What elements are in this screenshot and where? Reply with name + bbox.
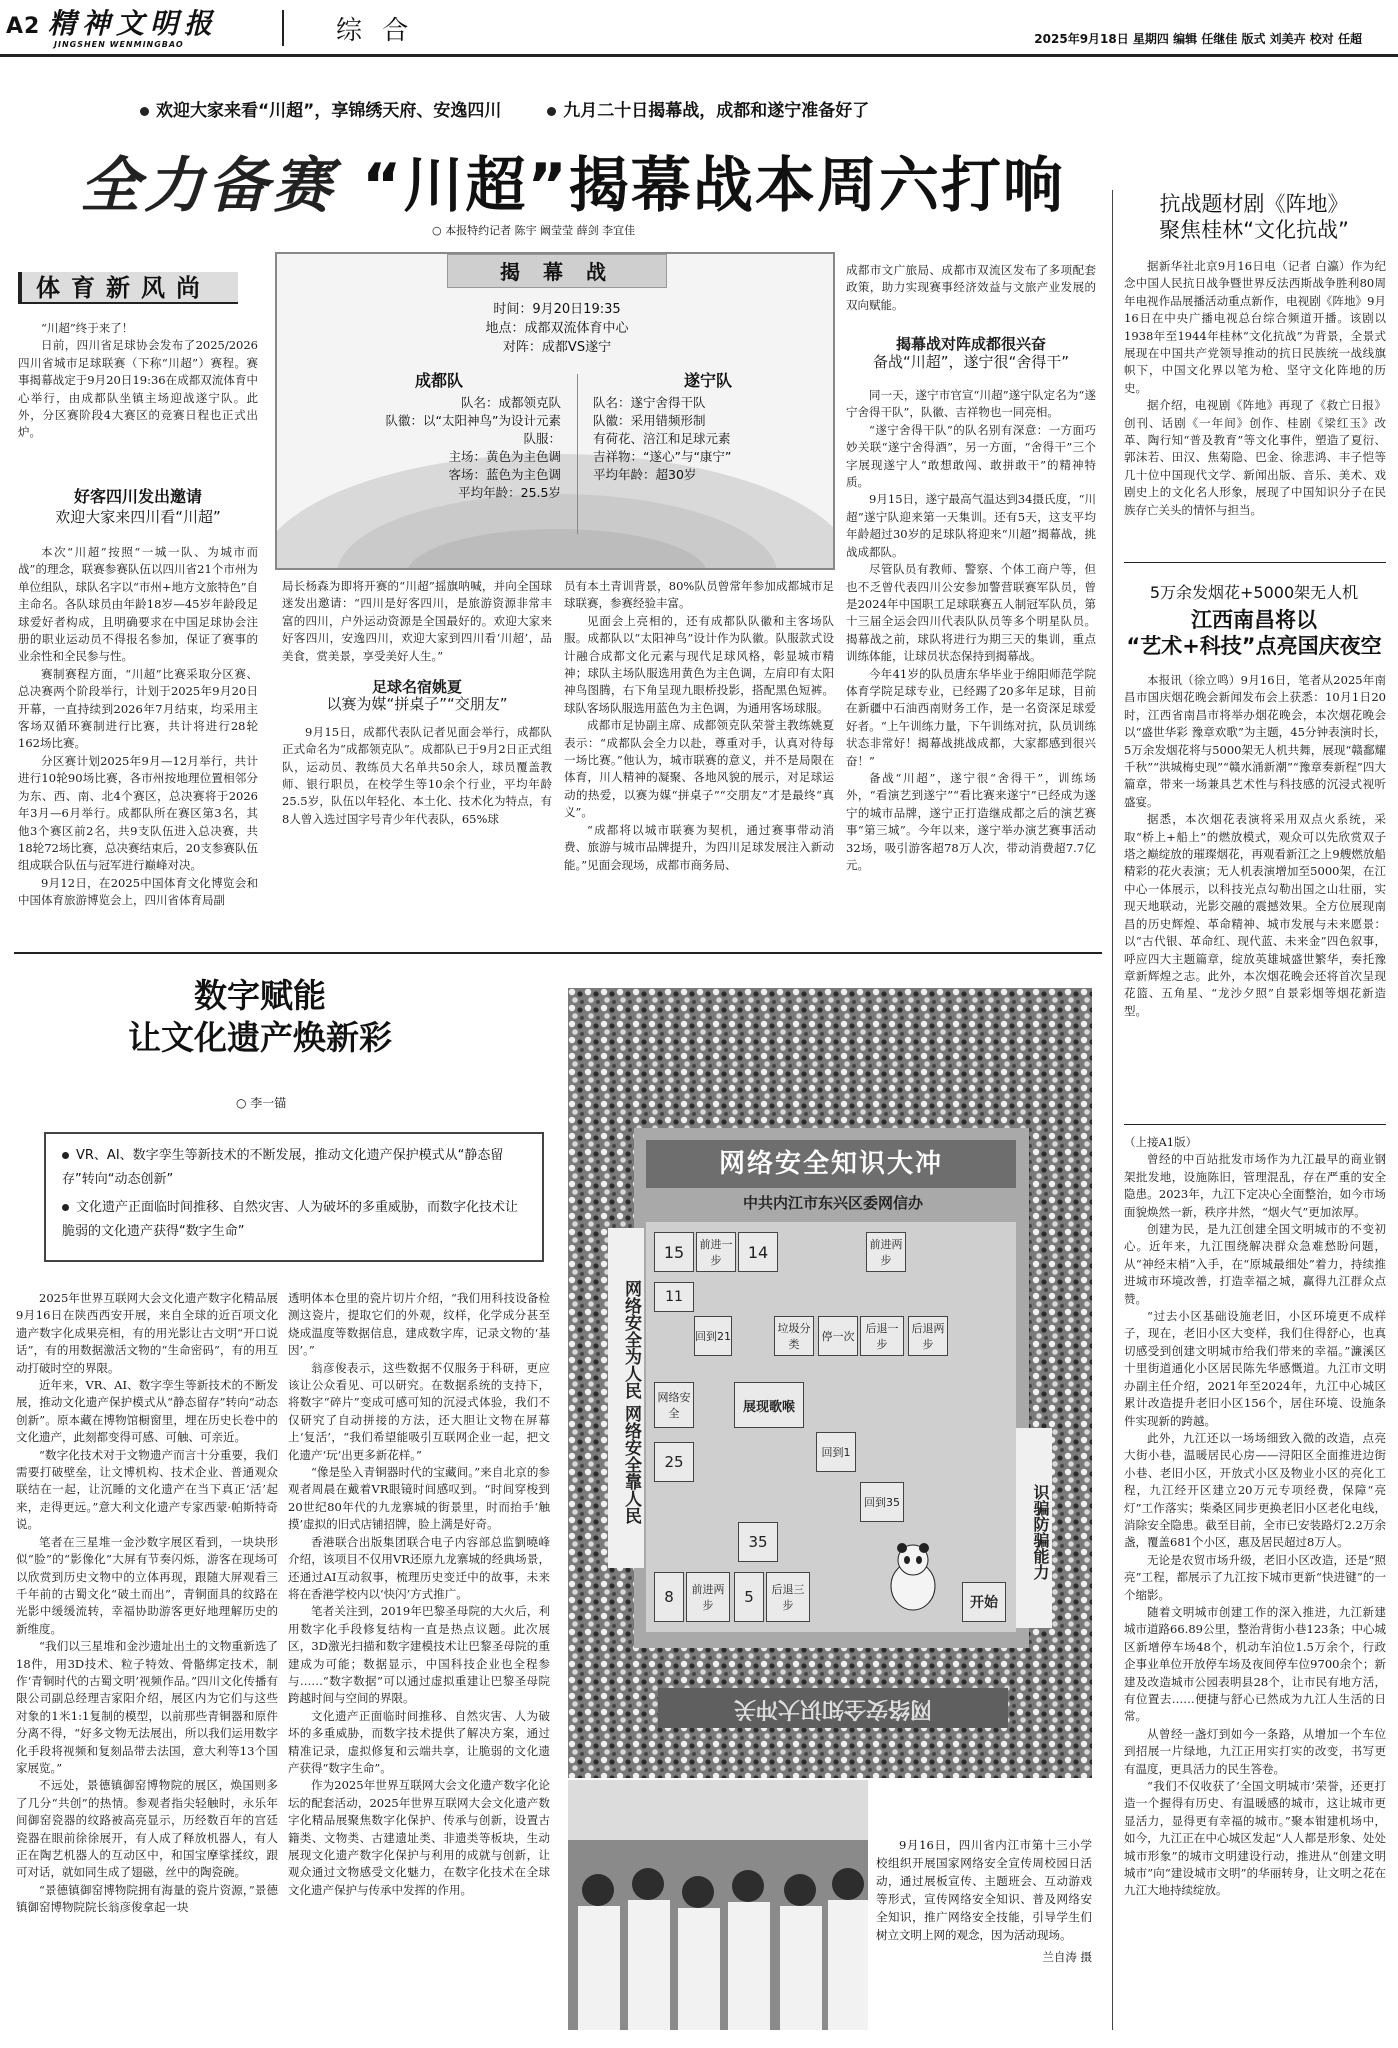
- photo-credit: 兰自涛 摄: [1042, 1950, 1092, 1964]
- lede-paragraph: 赛制赛程方面，“川超”比赛采取分区赛、总决赛两个阶段举行，计划于2025年9月20日开幕，一直持续到2026年7月结束，均采用主客场双循环赛制进行比赛，共计将进行28轮162场比赛。: [18, 666, 258, 751]
- match-venue: 地点：成都双流体育中心: [485, 321, 629, 336]
- byline: ○ 本报特约记者 陈宇 阚莹莹 薛剑 李宜佳: [432, 224, 636, 237]
- continued-tag: （上接A1版）: [1124, 1135, 1198, 1149]
- board-cell: 回到1: [816, 1432, 856, 1472]
- photo-right-banner: 识骗防骗能力: [1016, 1428, 1052, 1628]
- board-cell: 前进两步: [866, 1232, 906, 1272]
- body-paragraph: 本报讯（徐立鸣）9月16日，笔者从2025年南昌市国庆烟花晚会新闻发布会上获悉：10月1日20时，江西省南昌市将举办烟花晚会，本次烟花晚会以“盛世华彩 豫章欢歌”为主题，45分钟表演时长，5万余发烟花将与5000架无人机共舞，展现“赣鄱耀千秋”“洪城梅史现”“赣水涌新潮”“豫章奏新程”四大篇章，带来一场兼具艺术性与科技感的沉浸式视听盛宴。: [1124, 673, 1386, 809]
- photo-banner-2: 中共内江市东兴区委网信办: [742, 1194, 923, 1212]
- board-cell: 5: [734, 1572, 764, 1622]
- sidebar2-head: 江西南昌将以: [1191, 608, 1317, 632]
- lede-paragraph: 分区赛计划2025年9月—12月举行，共计进行10轮90场比赛，各市州按地理位置相邻分为东、西、南、北4个赛区，总决赛将于2026年3月—6月举行。成都队所在赛区第3名，其他3个赛区前2名，共9支队伍进入总决赛，共18轮72场比赛，总决赛结束后，20支参赛队伍组成联合队伍与冠军进行巅峰对决。: [18, 753, 258, 873]
- body-paragraph: 作为2025年世界互联网大会文化遗产数字化论坛的配套活动，2025年世界互联网大会文化遗产数字化精品展聚焦数字化保护、传承与创新，设置古籍类、文物类、古建遗址类、非遗类等板块，生动展现文化遗产数字化保护与利用的成就与创新，让观众通过文物感受文化魅力，在数字化技术在全球文化遗产保护与传承中发挥的作用。: [288, 1778, 550, 1897]
- board-cell: 前进两步: [686, 1572, 730, 1622]
- body-paragraph: 文化遗产正面临时间推移、自然灾害、人为破坏的多重威胁，而数字技术提供了解决方案，通过精准记录，虚拟修复和云端共享，让脆弱的文化遗产获得“数字生命”。: [288, 1708, 550, 1775]
- lede-paragraph: 日前，四川省足球协会发布了2025/2026四川省城市足球联赛（下称“川超”）赛程。赛事揭幕战定于9月20日19:36在成都双流体育中心举行，由成都队坐镇主场迎战遂宁队。此外，分区赛阶段4大赛区的竞赛日程也正式出炉。: [18, 338, 258, 440]
- page-number: A2: [6, 14, 41, 39]
- team-line: 主场：黄色为主色调: [448, 449, 561, 464]
- body-paragraph: 员有本土青训背景，80%队员曾常年参加成都城市足球联赛，参赛经验丰富。: [564, 579, 834, 611]
- body-paragraph: 近年来，VR、AI、数字孪生等新技术的不断发展，推动文化遗产保护模式从“静态留存”转向“动态创新”。原本藏在博物馆橱窗里，埋在历史长卷中的文化遗产，此刻都变得可感、可触、可亲近。: [16, 1378, 278, 1445]
- match-info: [277, 300, 835, 357]
- jiujiang-article: [1124, 1134, 1386, 2034]
- photo-banner: 网络安全知识大冲: [646, 1140, 1016, 1188]
- body-paragraph: 据新华社北京9月16日电（记者 白瀛）作为纪念中国人民抗日战争暨世界反法西斯战争胜利80周年电视作品展播活动重点新作，电视剧《阵地》9月16日在中央广播电视总台综合频道开播。该剧以1938年至1944年桂林“文化抗战”为背景，全景式展现在中国共产党领导推动的抗日民族统一战线旗帜下，中国文化界以笔为枪、坚守文化阵地的历史。: [1124, 259, 1386, 395]
- board-cell: 前进一步: [696, 1232, 736, 1272]
- issue-info: 2025年9月18日 星期四 编辑 任继佳 版式 刘美卉 校对 任超: [1034, 32, 1362, 46]
- lede-paragraph: “川超”终于来了！: [41, 321, 134, 335]
- team-line: 吉祥物：“遂心”与“康宁”: [593, 449, 732, 464]
- match-time: 时间：9月20日19:35: [493, 302, 621, 317]
- body-paragraph: “像是坠入青铜器时代的宝藏间。”来自北京的参观者周晨在戴着VR眼镜时间感叹到。“时间穿梭到20世纪80年代的九龙寨城的街景里，时而抬手‘触摸’虚拟的旧式店铺招牌，脸上满是好奇。: [288, 1465, 550, 1532]
- body-paragraph: “数字化技术对于文物遗产而言十分重要，我们需要打破壁垒，让文博机构、技术企业、普通观众联结在一起，让沉睡的文化遗产在当下真正‘活’起来，走得更远。”意大利文化遗产专家西蒙·帕斯特奇说。: [16, 1447, 278, 1532]
- board-cell: 后退三步: [766, 1572, 810, 1622]
- sidebar-rule: [1124, 1124, 1386, 1125]
- logo: [48, 6, 268, 49]
- body-paragraph: 笔者关注到，2019年巴黎圣母院的大火后，利用数字化手段修复结构一直是热点议题。此次展区，3D激光扫描和数字建模技术让巴黎圣母院的重建成为可能；数据显示，中国科技企业也全程参与……“数字数据”可以通过虚拟重建让巴黎圣母院跨越时间与空间的界限。: [288, 1604, 550, 1706]
- column-head-text: 体育新风尚: [36, 273, 211, 302]
- board-cell: 后退两步: [908, 1316, 948, 1356]
- board-cell: 停一次: [818, 1316, 858, 1356]
- banner-bullets: [140, 96, 869, 121]
- subhead-2: 足球名宿姚夏: [371, 678, 462, 697]
- body-paragraph: 今年41岁的队员唐东华毕业于绵阳师范学院体育学院足球专业，已经踢了20多年足球，目前在新疆中石油西南财务工作，是一名资深足球爱好者。“上午训练力量，下午训练对抗，队员训练状态非常好！揭幕战挑战成都，大家都感到很兴奋！”: [846, 666, 1096, 768]
- body-paragraph: “遂宁舍得干队”的队名别有深意：一方面巧妙关联“遂宁舍得酒”，另一方面，“舍得干”三个字展现遂宁人“敢想敢闯、敢拼敢干”的精神特质。: [846, 422, 1096, 490]
- photo-left-banner: 网络安全为人民 网络安全靠人民: [608, 1228, 644, 1568]
- panda-figure-icon: [886, 1542, 940, 1612]
- mid-column-1: [282, 578, 552, 942]
- team-line: 队名：成都领克队: [460, 395, 561, 410]
- sidebar2-body: [1124, 672, 1386, 1112]
- feature-col-1: [16, 1290, 278, 2030]
- students-texture: [568, 1780, 868, 2030]
- banner-calligraphy: 全力备赛: [80, 151, 336, 221]
- team-line: 队徽：以“太阳神鸟”为设计元素: [385, 413, 561, 428]
- board-cell: 15: [654, 1232, 694, 1272]
- bullet-dot: [547, 107, 556, 116]
- inset-photo: [568, 1780, 868, 2030]
- body-paragraph: 备战“川超”，遂宁很“舍得干”，训练场外，“看演艺到遂宁”“看比赛来遂宁”已经成为遂宁的城市品牌，遂宁正打造继成都之后的演艺赛事“第三城”。今年以来，遂宁举办演艺赛事活动32场，吸引游客超78万人次，带动消费超7.7亿元。: [846, 770, 1096, 872]
- body-paragraph: 香港联合出版集团联合电子内容部总监劉曉峰介绍，该项目不仅用VR还原九龙寨城的经典场景，还通过AI互动叙事，梳理历史变迁中的故事，未来将在香港学校内以‘快闪’方式推广。: [288, 1534, 550, 1601]
- summary-item-2: [62, 1196, 526, 1244]
- summary-text: VR、AI、数字孪生等新技术的不断发展，推动文化遗产保护模式从“静态留存”转向“动态创新”: [62, 1148, 504, 1187]
- sidebar1-head-2: 聚焦桂林“文化抗战”: [1159, 218, 1349, 242]
- team-line: 队名：遂宁舍得干队: [593, 395, 706, 410]
- photo-bottom-banner: 网络安全知识大冲关: [658, 1688, 1008, 1728]
- body-paragraph: “过去小区基础设施老旧，小区环境更不成样子，现在，老旧小区大变样，我们住得舒心，也真切感受到创建文明城市给我们带来的幸福。”濂溪区十里街道通化小区居民陈先华感慨道。九江市文明办副主任介绍，2021年至2024年，九江中心城区累计改造提升老旧小区156个，居住环境、设施条件实现新的跨越。: [1124, 1309, 1386, 1428]
- body-paragraph: 9月15日，成都代表队记者见面会举行，成都队正式命名为“成都领克队”。成都队已于9月2日正式组队，运动员、教练员大名单共50余人，球员覆盖教师、银行职员，在校学生等10余个行业，平均年龄25.5岁，队伍以年轻化、本土化、技术化为特点，有8人曾入选过国字号青少年代表队，65%球: [282, 724, 552, 826]
- board-cell: 35: [738, 1522, 778, 1562]
- feature-col-2: [288, 1290, 550, 2030]
- body-paragraph: 见面会上亮相的，还有成都队队徽和主客场队服。成都队以“太阳神鸟”设计作为队徽。队服款式设计融合成都文化元素与现代足球风格，彰显城市精神；球队主场队服选用黄色为主色调，左肩印有太阳神鸟图腾，右下角呈现九眼桥投影，搭配黑色短裤。球队客场队服选用蓝色为主色调，为通用客场球服。: [564, 613, 834, 715]
- banner-bullet-2: 九月二十日揭幕战，成都和遂宁准备好了: [563, 101, 870, 121]
- match-card-title: 揭 幕 战: [500, 260, 614, 284]
- board-cell: 8: [654, 1572, 684, 1622]
- body-paragraph: 此外，九江还以一场场细致入微的改造，点亮大街小巷，温暖居民心房——浔阳区全面推进边街小巷、老旧小区，开放式小区及物业小区的亮化工程，九江经开区建立20万元专项经费，保障“亮灯”工作落实；柴桑区同步更换老旧小区老化电线，消除安全隐患。截至目前，全市已安装路灯2.2万余盏，覆盖681个小区，惠及居民超过8万人。: [1124, 1430, 1386, 1550]
- board-cell: 网络安全: [654, 1382, 694, 1428]
- sidebar-rule: [1124, 562, 1386, 563]
- bullet-dot: [140, 107, 149, 116]
- body-paragraph: 尽管队员有教师、警察、个体工商户等，但也不乏曾代表四川公安参加警营联赛军队员，曾是2024年中国职工足球联赛五人制冠军队员，第十三届全运会四川代表队队员等多个明星队员。揭幕战之前，球队将进行为期三天的集训，重点训练体能，让球员状态保持到揭幕战。: [846, 562, 1096, 664]
- subhead-3b: 备战“川超”，遂宁很“舍得干”: [872, 352, 1070, 371]
- bullet-dot: [62, 1204, 69, 1211]
- body-paragraph: 随着文明城市创建工作的深入推进，九江新建城市道路66.89公里，整治背街小巷123条；中心城区新增停车场48个，机动车泊位1.5万余个，行政企事业单位开放停车场及夜间停车位9700余个；新建及改造城市公园表明县28个，让市民有地方活，有位置去……便捷与舒心已然成为九江人生活的日常。: [1124, 1604, 1386, 1724]
- board-cell: 25: [654, 1442, 694, 1482]
- bullet-dot: [62, 1152, 69, 1159]
- body-paragraph: 据悉，本次烟花表演将采用双点火系统，采取“桥上+船上”的燃放模式，观众可以先欣赏双子塔之巅绽放的璀璨烟花，再观看新江之上9艘燃放船精彩的花火表演；无人机表演增加至5000架，在江中心一体展示，以科技光点勾勒出国之山壮丽，实现天地联动，光影交融的震撼效果。全方位展现南昌的历史辉煌、革命精神、城市发展与未来愿景：以“古代银、革命红、现代蓝、未来金”四色叙事，呼应四大主题篇章，绽放英雄城盛世繁华，奏托豫章新辉煌之志。此外，本次烟花晚会还将首次呈现花篮、五角星、“龙沙夕照”自景彩烟等烟花新造型。: [1124, 812, 1386, 1018]
- body-paragraph: 从曾经一盏灯到如今一条路，从增加一个车位到招展一片绿地，九江正用实打实的改变，书写更有温度，更具活力的民生答卷。: [1124, 1726, 1386, 1776]
- body-paragraph: 据介绍，电视剧《阵地》再现了《救亡日报》创刊、话剧《一年间》创作、桂剧《梁红玉》改革、陶行知“普及教育”等文化事件，塑造了夏衍、郭沫若、田汉、焦菊隐、巴金、徐悲鸿、丰子恺等几十位中国现代文学、新闻出版、音乐、美术、戏剧史上的文化名人形象，展现了中国知识分子在民族存亡关头的情怀与担当。: [1124, 398, 1386, 517]
- body-paragraph: 翁彦俊表示，这些数据不仅服务于科研，更应该让公众看见、可以研究。在数据系统的支持下，将数字“碎片”变成可感可知的沉浸式体验，我们不仅研究了自动拼接的方法，还大胆让文物在屏幕上‘复活’，“我们希望能吸引互联网企业一起，把文化遗产‘玩’出更多新花样。”: [288, 1360, 550, 1462]
- section-name: 综 合: [336, 16, 415, 46]
- summary-item-1: [62, 1144, 526, 1192]
- subhead-1: 好客四川发出邀请: [73, 487, 202, 506]
- body-paragraph: 笔者在三星堆一金沙数字展区看到，一块块形似“脸”的“影像化”大屏有节奏闪烁，游客在现场可以欣赏到历史文物中的立体再现，跟随大屏观看三千年前的古蜀文化“破土而出”，青铜面具的纹路在光影中缓缓流转，幸福协助游客更好地理解历史的新维度。: [16, 1534, 278, 1636]
- body-paragraph: 同一天，遂宁市官宣“川超”遂宁队定名为“遂宁舍得干队”，队徽、吉祥物也一同亮相。: [846, 388, 1096, 420]
- lede-paragraph: 本次“川超”按照“一城一队、为城市而战”的理念，联赛参赛队伍以四川省21个市州为单位组队，球队名字以“市州+地方文旅特色”自主命名。各队球员由年龄18岁—45岁年龄段足球爱好者构成，且明确要求在中国足球协会注册的职业运动员不得报名参加，保证了赛事的业余性和全民参与性。: [18, 545, 258, 664]
- team-line: 客场：蓝色为主色调: [448, 467, 561, 482]
- body-paragraph: 成都市足协副主席、成都领克队荣誉主教练姚夏表示：“成都队会全力以赴，尊重对手，认真对待每一场比赛。”他认为，城市联赛的意义，并不是局限在体育，川人精神的凝聚、各地风貌的展示，对足球运动的热爱，以赛为媒“拼桌子”“交朋友”才是最终“真义”。: [564, 718, 834, 820]
- board-cell: 回到35: [860, 1482, 904, 1522]
- body-paragraph: “景德镇御窑博物院拥有海量的瓷片资源，”景德镇御窑博物院院长翁彦俊拿起一块: [16, 1882, 278, 1915]
- news-photo: [568, 988, 1092, 1778]
- feature-byline: ○ 李一锚: [236, 1096, 287, 1110]
- column-separator: [1112, 190, 1113, 2030]
- body-paragraph: “我们以三星堆和金沙遗址出土的文物重新选了18件，用3D技术、粒子特效、骨骼绑定技术，制作‘青铜时代的古蜀文明’视频作品。”四川文化传播有限公司副总经理吉家阳介绍，展区内为它们与这些对象的1米1:1复制的模型，以前那些青铜器和原件分离不得，“好多文物无法展出，所以我们运用数字化手段将视频和复刻品带去法国，意大利等13个国家展览。”: [16, 1639, 278, 1775]
- team-name: 遂宁队: [683, 371, 732, 390]
- team-line: 队服：: [523, 431, 561, 446]
- team-divider: [577, 374, 578, 534]
- body-paragraph: 无论是农贸市场升级，老旧小区改造，还是“照亮”工程，都展示了九江按下城市更新“快进键”的一个缩影。: [1124, 1552, 1386, 1602]
- sidebar2-pre: 5万余发烟花+5000架无人机: [1149, 583, 1359, 602]
- body-paragraph: 创建为民，是九江创建全国文明城市的不变初心。近年来，九江围绕解决群众急难愁盼问题，从“神经末梢”入手，在“原城最细处”着力，持续推进城市环境改善，打造幸福之城，赢得九江群众点赞。: [1124, 1222, 1386, 1306]
- board-cell: 11: [654, 1282, 694, 1312]
- logo-pinyin: JINGSHEN WENMINGBAO: [54, 40, 184, 49]
- photo-caption: [876, 1836, 1092, 1966]
- headline: “川超”揭幕战本周六打响: [362, 151, 1065, 221]
- team-line: 平均年龄：超30岁: [593, 467, 697, 482]
- board-cell: 垃圾分类: [774, 1316, 814, 1356]
- logo-text: 精神文明报: [48, 7, 219, 40]
- team-line: 有荷花、涪江和足球元素: [593, 431, 731, 446]
- body-paragraph: 不远处，景德镇御窑博物院的展区，焕国则多了几分“共创”的热情。参观者指尖轻触时，永乐年间御窑瓷器的纹路被高亮显示，历经数百年的宫廷瓷器在眼前徐徐展开，有人成了释放机器人，有人正在陶艺机器人的互动区中，和国宝摩挲揉纹，跟可对话，就如同生成了翅磁，丝中的陶瓷碗。: [16, 1778, 278, 1880]
- mid-column-2: [564, 578, 834, 942]
- lede-column-top: [18, 320, 258, 442]
- board-cell: 展现歌喉: [734, 1382, 804, 1428]
- team-suining: [593, 372, 823, 484]
- team-line: 队徽：采用错频形制: [593, 413, 706, 428]
- masthead-divider: [282, 10, 284, 46]
- team-name: 成都队: [414, 371, 463, 390]
- subhead-1b: 欢迎大家来四川看“川超”: [55, 508, 221, 526]
- section-rule: [14, 952, 1102, 954]
- feature-title: 数字赋能: [194, 976, 326, 1015]
- lede-column-bottom: [18, 544, 258, 942]
- lede-paragraph: 9月12日，在2025中国体育文化博览会和中国体育旅游博览会上，四川省体育局副: [18, 875, 258, 908]
- game-board: [646, 1222, 1016, 1632]
- body-paragraph: “我们不仅收获了‘全国文明城市’荣誉，还更打造一个握得有历史、有温暖感的城市，这让城市更显活力，显得更有幸福的城市。”聚本钳建机场中，如今，九江正在中心城区发起“人人都是形象、处处城市形象”的城市文明建设行动，推进从“创建文明城市”向“建设城市文明”的华丽转身，让文明之花在九江大地持续绽放。: [1124, 1779, 1386, 1898]
- body-paragraph: 9月15日，遂宁最高气温达到34摄氏度，“川超”遂宁队迎来第一天集训。还有5天，这支平均年龄超过30岁的足球队将迎来“川超”揭幕战，挑战成都队。: [846, 492, 1096, 559]
- body-paragraph: 曾经的中百站批发市场作为九江最早的商业钢架批发地，设施陈旧，管理混乱，存在严重的安全隐患。2023年，九江下定决心全面整治，如今市场面貌焕然一新，秩序井然，“烟火气”更加浓厚。: [1124, 1152, 1386, 1219]
- body-paragraph: “成都将以城市联赛为契机，通过赛事带动消费、旅游与城市品牌提升，为四川足球发展注入新动能。”见面会现场，成都市商务局、: [564, 822, 834, 872]
- match-card: [275, 252, 835, 570]
- body-paragraph: 透明体本仓里的瓷片切片介绍，“我们用科技设备检测这瓷片，提取它们的外观，纹样，化学成分甚至烧成温度等数据信息，建成数字库，记录文物的‘基因’。”: [288, 1291, 550, 1358]
- match-vs: 对阵：成都VS遂宁: [502, 340, 612, 355]
- body-paragraph: 成都市文广旅局、成都市双流区发布了多项配套政策，助力实现赛事经济效益与文旅产业发展的双向赋能。: [846, 263, 1096, 312]
- body-paragraph: 2025年世界互联网大会文化遗产数字化精品展9月16日在陕西西安开展，来自全球的近百项文化遗产数字化成果亮相，有的用光影让古文明“开口说话”，有的用数据激活文物的“生命密码”，有的用互动打破时空的界限。: [16, 1291, 278, 1375]
- sidebar2-head-2: “艺术+科技”点亮国庆夜空: [1126, 634, 1382, 658]
- board-cell: 回到21: [694, 1316, 732, 1356]
- board-cell: 后退一步: [860, 1316, 904, 1356]
- sidebar1-body: [1124, 258, 1386, 548]
- feature-title-2: 让文化遗产焕新彩: [128, 1018, 392, 1057]
- masthead-rule: [0, 54, 1398, 57]
- caption-text: 9月16日，四川省内江市第十三小学校组织开展国家网络安全宣传周校园日活动，通过展板宣传、主题班会、互动游戏等形式，宣传网络安全知识、普及网络安全知识，推广网络安全技能，引导学生们树立文明上网的观念，因为活动现场。: [876, 1838, 1092, 1942]
- team-line: 平均年龄：25.5岁: [458, 485, 561, 500]
- board-cell: 开始: [962, 1582, 1006, 1622]
- feature-summary-box: [44, 1132, 544, 1262]
- match-card-title-box: [447, 254, 667, 288]
- subhead-3: 揭幕战对阵成都很兴奋: [895, 335, 1046, 354]
- column-head: [18, 272, 238, 304]
- summary-text: 文化遗产正面临时间推移、自然灾害、人为破坏的多重威胁，而数字化技术让脆弱的文化遗产获得“数字生命”: [62, 1200, 519, 1239]
- team-chengdu: [317, 372, 577, 502]
- board-cell: 14: [738, 1232, 778, 1272]
- banner-bullet-1: 欢迎大家来看“川超”，享锦绣天府、安逸四川: [156, 101, 502, 121]
- sidebar1-head: 抗战题材剧《阵地》: [1159, 192, 1349, 216]
- subhead-2b: 以赛为媒“拼桌子”“交朋友”: [326, 695, 508, 714]
- body-paragraph: 局长杨森为即将开赛的“川超”摇旗呐喊，并向全国球迷发出邀请：“四川是好客四川，是旅游资源非常丰富的四川，户外运动资源是全国最好的。欢迎大家来好客四川，安逸四川，欢迎大家到四川看‘川超’，品美食，赏美景，享受美好人生。”: [282, 579, 552, 663]
- column-3: [846, 262, 1096, 944]
